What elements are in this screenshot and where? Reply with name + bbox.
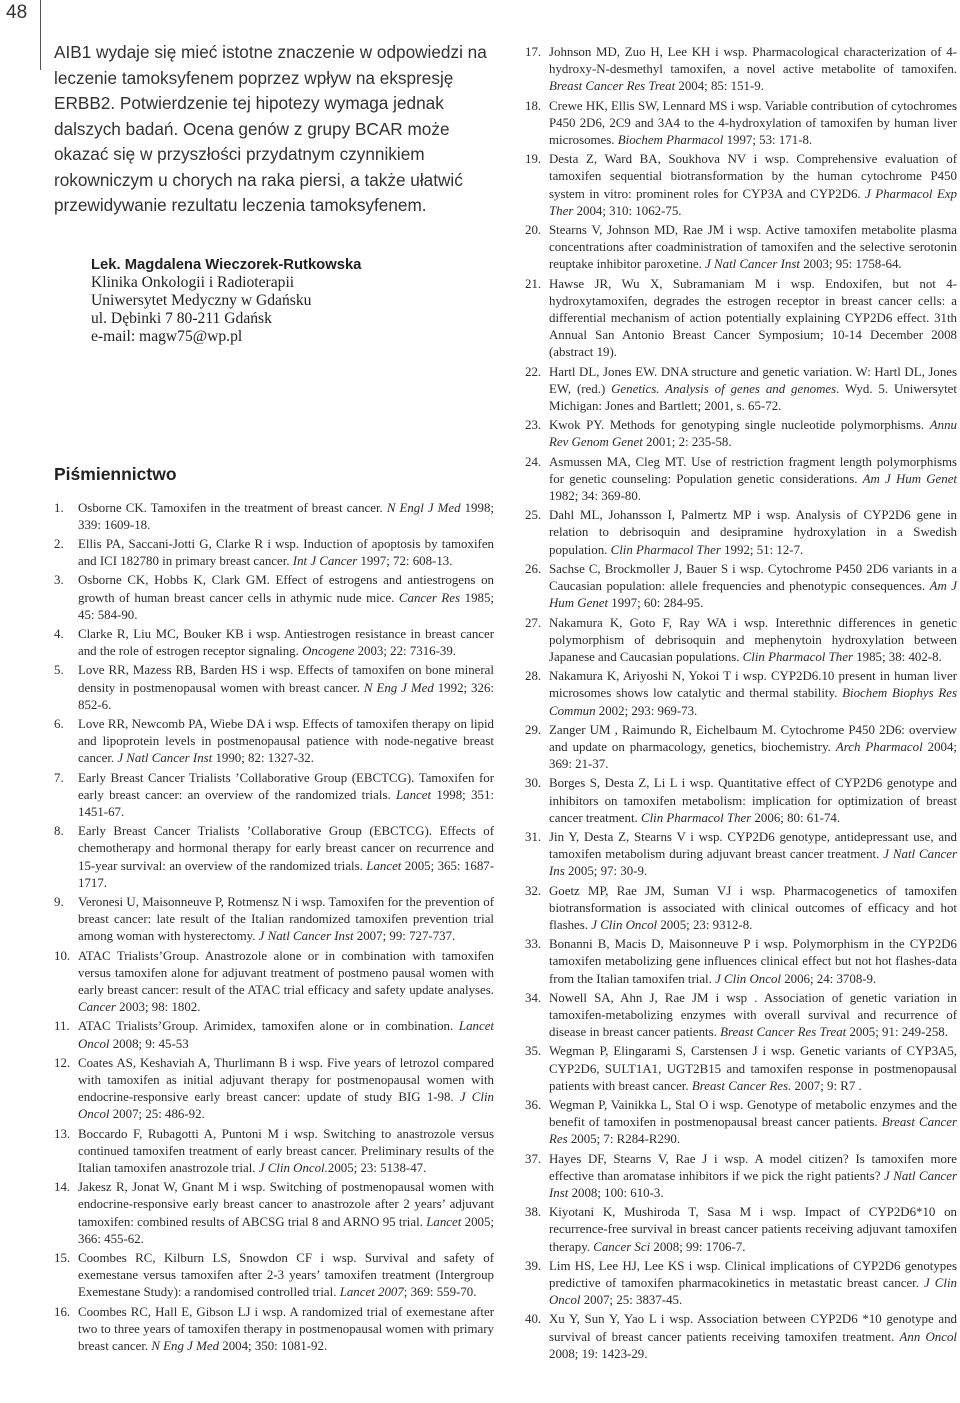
reference-details: 1990; 82: 1327-32. xyxy=(212,751,314,766)
reference-citation: Crewe HK, Ellis SW, Lennard MS i wsp. Variable contribution of cytochromes P450 2D6, 2C9 and 3A4 to the 4-hydroxylation of tamoxifen by human liver microsomes. xyxy=(549,98,957,148)
reference-text xyxy=(549,1043,957,1095)
reference-number: 16. xyxy=(54,1304,71,1319)
reference-details: 1998; 351: 1451-67. xyxy=(78,787,494,819)
reference-text xyxy=(78,1179,494,1248)
reference-citation: ATAC Trialists’Group. Anastrozole alone or in combination with tamoxifen versus tamoxifen alone for adjuvant treatment of postmeno pausal women with early breast cancer: result of the ATAC trial efficacy and safety update analyses. xyxy=(78,948,494,997)
reference-number: 19. xyxy=(525,152,542,167)
reference-number: 37. xyxy=(525,1151,542,1166)
reference-journal: Biochem Pharmacol xyxy=(617,133,724,148)
reference-citation: Sachse C, Brockmoller J, Bauer S i wsp. Cytochrome P450 2D6 variants in a Caucasian population: allele frequencies and phenotypic consequences. xyxy=(549,561,957,594)
reference-citation: Jakesz R, Jonat W, Gnant M i wsp. Switching of postmenopausal women with endocrine-responsive early breast cancer to anastrozole after 2 years’ adjuvant tamoxifen: combined results of ABCSG trial 8 and ARNO 95 trial. xyxy=(78,1180,494,1229)
reference-number: 15. xyxy=(54,1251,71,1266)
reference-details: 2003; 22: 7316-39. xyxy=(354,644,457,659)
intro-paragraph: AIB1 wydaje się mieć istotne znaczenie w odpowiedzi na leczenie tamoksyfenem poprzez wpływ na ekspresję ERBB2. Potwierdzenie tej hipotezy wymaga jednak dalszych badań. Ocena genów z grupy BCAR może okazać się w przyszłości przydatnym czynnikiem rokowniczym u chorych na raka piersi, a także ułatwić przewidywanie rezultatu leczenia tamoksyfenem. xyxy=(54,42,487,215)
reference-text xyxy=(549,507,957,559)
reference-journal: J Clin Oncol xyxy=(78,1090,495,1122)
reference-details: 1985; 45: 584-90. xyxy=(78,590,494,622)
reference-citation: Goetz MP, Rae JM, Suman VJ i wsp. Pharmacogenetics of tamoxifen biotransformation is associated with clinical outcomes of efficacy and hot flashes. xyxy=(549,883,957,932)
reference-item xyxy=(54,1179,494,1248)
references-list-right xyxy=(525,44,957,1363)
reference-details: 2005; 91: 249-258. xyxy=(846,1025,948,1040)
reference-item xyxy=(54,894,494,946)
reference-number: 13. xyxy=(54,1126,71,1141)
reference-item xyxy=(525,829,957,881)
references-heading: Piśmiennictwo xyxy=(54,463,177,484)
reference-item xyxy=(525,1311,957,1363)
reference-text xyxy=(78,572,494,624)
reference-citation: Osborne CK, Hobbs K, Clark GM. Effect of estrogens and antiestrogens on growth of human breast cancer cells in athymic nude mice. xyxy=(78,573,494,605)
reference-text xyxy=(549,151,957,220)
reference-item xyxy=(525,454,957,506)
reference-text xyxy=(78,823,494,892)
reference-item xyxy=(54,948,494,1017)
reference-citation: Clarke R, Liu MC, Bouker KB i wsp. Antiestrogen resistance in breast cancer and the role of estrogen receptor signaling. xyxy=(78,626,494,659)
reference-item xyxy=(525,990,957,1042)
reference-details: 2003; 95: 1758-64. xyxy=(799,257,902,272)
reference-item xyxy=(525,1043,957,1095)
reference-citation: Hawse JR, Wu X, Subramaniam M i wsp. Endoxifen, but not 4-hydroxytamoxifen, degrades the estrogen receptor in breast cancer cells: a differential mechanism of action potentially explaining CYP2D6 effect. 31th Annual San Antonio Breast Cancer Symposium; 10-14 December 2008 (abstract 19). xyxy=(549,276,957,360)
reference-citation: Osborne CK. Tamoxifen in the treatment of breast cancer. xyxy=(78,500,387,515)
reference-citation: Veronesi U, Maisonneuve P, Rotmensz N i wsp. Tamoxifen for the prevention of breast cancer: late result of the Italian randomized tamoxifen prevention trial among woman with hysterectomy. xyxy=(78,894,494,944)
reference-details: 2006; 24: 3708-9. xyxy=(780,971,877,986)
reference-item xyxy=(525,561,957,613)
reference-item xyxy=(54,572,494,624)
reference-citation: Xu Y, Sun Y, Yao L i wsp. Association between CYP2D6 *10 genotype and survival of breast cancer patients receiving tamoxifen treatment. xyxy=(549,1312,957,1344)
reference-number: 17. xyxy=(525,45,542,59)
reference-citation: Ellis PA, Saccani-Jotti G, Clarke R i wsp. Induction of apoptosis by tamoxifen and ICI 182780 in primary breast cancer. xyxy=(78,536,494,569)
author-clinic: Klinika Onkologii i Radioterapii xyxy=(91,273,295,291)
reference-number: 27. xyxy=(525,615,542,630)
reference-details: 2005; 23: 5138-47. xyxy=(327,1161,427,1176)
reference-details: 2007; 99: 727-737. xyxy=(353,929,456,944)
reference-citation: Early Breast Cancer Trialists ’Collaborative Group (EBCTCG). Tamoxifen for early breast cancer: an overview of the randomized trials. xyxy=(78,770,494,802)
reference-text xyxy=(549,883,957,935)
reference-details: 2002; 293: 969-73. xyxy=(595,703,698,718)
reference-item xyxy=(54,626,494,660)
reference-citation: Borges S, Desta Z, Li L i wsp. Quantitative effect of CYP2D6 genotype and inhibitors on tamoxifen metabolism: implication for optimization of breast cancer treatment. xyxy=(549,776,957,825)
right-column xyxy=(525,44,957,1365)
reference-citation: Wegman P, Vainikka L, Stal O i wsp. Genotype of metabolic enzymes and the benefit of tamoxifen in postmenopausal breast cancer patients. xyxy=(549,1097,957,1130)
reference-number: 32. xyxy=(525,883,542,898)
reference-item xyxy=(525,151,957,220)
reference-text xyxy=(549,364,957,416)
reference-details: 2007; 25: 3837-45. xyxy=(580,1293,683,1308)
reference-journal: Genetics. Analysis of genes and genomes xyxy=(611,381,837,396)
reference-text xyxy=(549,775,957,827)
reference-journal: Lancet Oncol xyxy=(78,1019,494,1051)
reference-number: 4. xyxy=(54,626,64,641)
reference-number: 22. xyxy=(525,364,542,379)
reference-journal: J Clin Oncol xyxy=(549,1276,957,1308)
reference-text xyxy=(549,990,957,1042)
reference-journal: J Natl Cancer Ins xyxy=(549,847,957,879)
reference-item xyxy=(525,417,957,451)
reference-citation: Desta Z, Ward BA, Soukhova NV i wsp. Comprehensive evaluation of tamoxifen sequential biotransformation by the human cytochrome P450 system in vitro: prominent roles for CYP3A and CYP2D6. xyxy=(549,152,957,201)
reference-item xyxy=(54,823,494,892)
reference-number: 26. xyxy=(525,561,542,576)
reference-number: 5. xyxy=(54,663,64,678)
reference-item xyxy=(54,770,494,822)
reference-journal: Lancet xyxy=(396,787,432,802)
reference-journal: Lancet 2007 xyxy=(339,1285,404,1300)
reference-item xyxy=(54,1018,494,1052)
reference-item xyxy=(54,662,494,714)
reference-item xyxy=(525,1151,957,1203)
reference-text xyxy=(549,454,957,506)
reference-item xyxy=(525,44,957,96)
reference-details: 2004; 350: 1081-92. xyxy=(219,1339,328,1354)
reference-citation: Wegman P, Elingarami S, Carstensen J i wsp. Genetic variants of CYP3A5, CYP2D6, SULT1A1, UGT2B15 and tamoxifen response in postmenopausal patients with breast cancer. xyxy=(549,1044,957,1093)
page-number-rule xyxy=(40,0,41,70)
reference-details: 1997; 72: 608-13. xyxy=(357,554,453,569)
reference-text xyxy=(549,222,957,274)
reference-journal: J Natl Cancer Inst xyxy=(549,1168,957,1200)
reference-number: 30. xyxy=(525,776,542,791)
reference-details: ; 369: 559-70. xyxy=(403,1285,477,1300)
reference-journal: J Pharmacol Exp Ther xyxy=(549,186,957,218)
reference-citation: Nowell SA, Ahn J, Rae JM i wsp . Association of genetic variation in tamoxifen-metabolizing enzymes with overall survival and recurrence of disease in breast cancer patients. xyxy=(549,990,957,1040)
reference-citation: Kwok PY. Methods for genotyping single nucleotide polymorphisms. xyxy=(549,418,930,433)
reference-details: 2007; 25: 486-92. xyxy=(109,1107,205,1122)
reference-citation: Hartl DL, Jones EW. DNA structure and genetic variation. W: Hartl DL, Jones EW, (red.) xyxy=(549,364,957,396)
reference-journal: J Clin Oncol xyxy=(591,917,658,932)
reference-details: 1982; 34: 369-80. xyxy=(549,489,642,504)
reference-text xyxy=(78,662,494,714)
reference-text xyxy=(549,276,957,362)
reference-number: 14. xyxy=(54,1180,71,1195)
reference-text xyxy=(549,98,957,150)
reference-journal: J Natl Cancer Inst xyxy=(117,751,213,766)
reference-journal: Annu Rev Genom Genet xyxy=(549,418,957,450)
reference-details: 2004; 85: 151-9. xyxy=(675,79,764,94)
reference-journal: Lancet xyxy=(366,858,402,873)
reference-number: 28. xyxy=(525,669,542,684)
reference-journal: Clin Pharmacol Ther xyxy=(610,542,721,557)
reference-journal: Breast Cancer Res Treat xyxy=(720,1025,847,1040)
reference-text xyxy=(549,561,957,613)
reference-number: 18. xyxy=(525,98,542,113)
reference-citation: Asmussen MA, Cleg MT. Use of restriction fragment length polymorphisms for genetic counseling: Population genetic considerations. xyxy=(549,454,957,486)
reference-journal: Biochem Biophys Res Commun xyxy=(549,686,958,718)
reference-citation: Boccardo F, Rubagotti A, Puntoni M i wsp. Switching to anastrozole versus continued tamoxifen treatment of early breast cancer. Preliminary results of the Italian tamoxifen anastrozole trial. xyxy=(78,1126,494,1176)
reference-number: 36. xyxy=(525,1097,542,1112)
reference-number: 1. xyxy=(54,500,64,515)
reference-item xyxy=(525,1097,957,1149)
reference-journal: Am J Hum Genet xyxy=(549,579,957,611)
reference-details: 2008; 99: 1706-7. xyxy=(650,1239,746,1254)
reference-number: 6. xyxy=(54,716,64,731)
reference-text xyxy=(549,1151,957,1203)
reference-item xyxy=(525,276,957,362)
reference-text xyxy=(549,44,957,96)
reference-item xyxy=(525,98,957,150)
references-list-left xyxy=(54,500,494,1356)
reference-text xyxy=(78,536,494,570)
reference-citation: ATAC Trialists’Group. Arimidex, tamoxifen alone or in combination. xyxy=(78,1019,459,1034)
reference-text xyxy=(78,716,494,768)
reference-text xyxy=(549,1258,957,1310)
reference-number: 8. xyxy=(54,824,64,839)
reference-details: 2008; 9: 45-53 xyxy=(109,1036,189,1051)
reference-text xyxy=(78,894,494,946)
reference-citation: Johnson MD, Zuo H, Lee KH i wsp. Pharmacological characterization of 4-hydroxy-N-desmethyl tamoxifen, a novel active metabolite of tamoxifen. xyxy=(549,45,957,77)
author-name: Lek. Magdalena Wieczorek-Rutkowska xyxy=(91,256,362,273)
reference-item xyxy=(525,507,957,559)
author-block xyxy=(91,256,494,346)
reference-details: 1992; 326: 852-6. xyxy=(78,680,494,712)
reference-citation: Coombes RC, Kilburn LS, Snowdon CF i wsp. Survival and safety of exemestane versus tamoxifen after 2-3 years’ tamoxifen treatment (Intergroup Exemestane Study): a randomised controlled trial. xyxy=(78,1251,494,1300)
reference-text xyxy=(549,417,957,451)
reference-journal: N Eng J Med xyxy=(151,1339,220,1354)
reference-item xyxy=(525,615,957,667)
reference-citation: Coombes RC, Hall E, Gibson LJ i wsp. A randomized trial of exemestane after two to three years of tamoxifen therapy in postmenopausal women with primary breast cancer. xyxy=(78,1304,494,1354)
reference-citation: Jin Y, Desta Z, Stearns V i wsp. CYP2D6 genotype, antidepressant use, and tamoxifen metabolism during adjuvant breast cancer treatment. xyxy=(549,829,957,862)
reference-text xyxy=(78,1018,494,1052)
reference-number: 2. xyxy=(54,536,64,551)
left-column xyxy=(54,40,494,1357)
reference-text xyxy=(78,770,494,822)
reference-item xyxy=(525,883,957,935)
reference-number: 40. xyxy=(525,1312,542,1327)
reference-number: 39. xyxy=(525,1258,542,1273)
reference-item xyxy=(54,536,494,570)
reference-number: 34. xyxy=(525,990,542,1005)
reference-journal: Cancer xyxy=(78,1000,116,1015)
reference-details: . Wyd. 5. Uniwersytet Michigan: Jones and Bartlett; 2001, s. 65-72. xyxy=(549,381,957,414)
reference-journal: Breast Cancer Res xyxy=(549,1115,957,1147)
reference-citation: Stearns V, Johnson MD, Rae JM i wsp. Active tamoxifen metabolite plasma concentrations after coadministration of tamoxifen and the selective serotonin reuptake inhibitor paroxetine. xyxy=(549,223,957,272)
reference-text xyxy=(549,722,957,774)
reference-journal: Ann Oncol xyxy=(899,1329,957,1344)
reference-details: 2008; 100: 610-3. xyxy=(568,1186,664,1200)
reference-number: 12. xyxy=(54,1055,71,1070)
author-street: ul. Dębinki 7 80-211 Gdańsk xyxy=(91,309,272,327)
author-email: e-mail: magw75@wp.pl xyxy=(91,327,243,345)
reference-journal: N Eng J Med xyxy=(363,680,434,695)
reference-text xyxy=(549,615,957,667)
reference-number: 7. xyxy=(54,770,64,785)
reference-text xyxy=(549,1097,957,1149)
reference-details: 1997; 60: 284-95. xyxy=(608,596,704,611)
reference-text xyxy=(78,1304,494,1356)
reference-citation: Coates AS, Keshaviah A, Thurlimann B i wsp. Five years of letrozol compared with tamoxifen as initial adjuvant therapy for postmenopausal women with endocrine-responsive early breast cancer: update of study BIG 1-98. xyxy=(78,1055,494,1105)
reference-item xyxy=(54,1304,494,1356)
reference-citation: Nakamura K, Goto F, Ray WA i wsp. Interethnic differences in genetic polymorphism of debrisoquin and mephenytoin hydroxylation between Japanese and Caucasian populations. xyxy=(549,615,957,664)
reference-details: 2005; 7: R284-R290. xyxy=(567,1132,681,1147)
reference-details: 2006; 80: 61-74. xyxy=(751,810,841,825)
reference-details: 2008; 19: 1423-29. xyxy=(549,1346,648,1361)
reference-number: 25. xyxy=(525,508,542,523)
reference-journal: J Natl Cancer Inst xyxy=(705,257,800,272)
reference-text xyxy=(78,626,494,660)
reference-details: 2005; 365: 1687-1717. xyxy=(78,858,495,890)
reference-journal: J Clin Oncol xyxy=(715,971,781,986)
reference-item xyxy=(54,1055,494,1124)
reference-citation: Love RR, Newcomb PA, Wiebe DA i wsp. Effects of tamoxifen therapy on lipid and lipoprotein levels in postmenopausal patience with node-negative breast cancer. xyxy=(78,716,494,766)
reference-journal: J Natl Cancer Inst xyxy=(258,929,354,944)
reference-journal: N Engl J Med xyxy=(386,500,461,515)
reference-journal: Am J Hum Genet xyxy=(862,471,958,486)
page-number: 48 xyxy=(6,2,28,23)
reference-citation: Nakamura K, Ariyoshi N, Yokoi T i wsp. CYP2D6.10 present in human liver microsomes shows low catalytic and thermal stability. xyxy=(549,669,957,701)
reference-journal: Clin Pharmacol Ther xyxy=(640,810,752,825)
reference-number: 23. xyxy=(525,418,542,433)
reference-journal: J Clin Oncol. xyxy=(258,1161,328,1176)
reference-number: 33. xyxy=(525,937,542,952)
reference-journal: Cancer Res xyxy=(398,590,461,605)
reference-details: 2005; 23: 9312-8. xyxy=(657,917,753,932)
reference-citation: Lim HS, Lee HJ, Lee KS i wsp. Clinical implications of CYP2D6 genotypes predictive of tamoxifen pharmacokinetics in metastatic breast cancer. xyxy=(549,1258,957,1291)
reference-number: 11. xyxy=(54,1019,70,1034)
reference-item xyxy=(525,222,957,274)
reference-item xyxy=(54,500,494,534)
reference-number: 31. xyxy=(525,829,542,844)
reference-item xyxy=(525,668,957,720)
reference-text xyxy=(78,1250,494,1302)
reference-details: 1992; 51: 12-7. xyxy=(720,542,804,557)
reference-journal: Int J Cancer xyxy=(292,554,358,569)
reference-citation: Bonanni B, Macis D, Maisonneuve P i wsp. Polymorphism in the CYP2D6 tamoxifen metabolizing gene influences clinical effect but not hot flashes-data from the Italian tamoxifen trial. xyxy=(549,937,957,986)
reference-text xyxy=(78,948,494,1017)
reference-number: 9. xyxy=(54,894,64,909)
reference-text xyxy=(549,668,957,720)
reference-details: 2001; 2: 235-58. xyxy=(642,435,732,450)
reference-number: 35. xyxy=(525,1044,542,1059)
reference-details: 2007; 9: R7 . xyxy=(791,1078,862,1093)
reference-item xyxy=(525,1258,957,1310)
reference-citation: Zanger UM , Raimundo R, Eichelbaum M. Cytochrome P450 2D6: overview and update on pharmacology, genetics, biochemistry. xyxy=(549,722,957,754)
reference-journal: Lancet xyxy=(426,1214,462,1229)
reference-journal: Oncogene xyxy=(302,644,355,659)
reference-number: 21. xyxy=(525,276,542,291)
reference-citation: Hayes DF, Stearns V, Rae J i wsp. A model citizen? Is tamoxifen more effective than aromatase inhibitors if we pick the right patients? xyxy=(549,1151,957,1183)
reference-details: 2005; 97: 30-9. xyxy=(564,864,648,879)
reference-citation: Kiyotani K, Mushiroda T, Sasa M i wsp. Impact of CYP2D6*10 on recurrence-free survival in breast cancer patients receiving adjuvant tamoxifen therapy. xyxy=(549,1205,957,1254)
reference-item xyxy=(525,364,957,416)
reference-number: 10. xyxy=(54,948,71,963)
reference-number: 38. xyxy=(525,1205,542,1220)
reference-number: 29. xyxy=(525,722,542,737)
reference-text xyxy=(78,1126,494,1178)
reference-item xyxy=(525,1204,957,1256)
reference-journal: Clin Pharmacol Ther xyxy=(742,649,853,664)
reference-text xyxy=(78,500,494,534)
reference-text xyxy=(549,829,957,881)
reference-journal: Breast Cancer Res Treat xyxy=(549,79,676,94)
reference-text xyxy=(78,1055,494,1124)
reference-citation: Dahl ML, Johansson I, Palmertz MP i wsp. Analysis of CYP2D6 gene in relation to debrisoquin and desipramine hydroxylation in a Swedish population. xyxy=(549,508,957,557)
reference-details: 1998; 339: 1609-18. xyxy=(78,500,494,532)
reference-text xyxy=(549,1204,957,1256)
reference-text xyxy=(549,936,957,988)
reference-journal: Breast Cancer Res. xyxy=(691,1078,792,1093)
reference-text xyxy=(549,1311,957,1363)
reference-citation: Love RR, Mazess RB, Barden HS i wsp. Effects of tamoxifen on bone mineral density in postmenopausal women with breast cancer. xyxy=(78,663,494,695)
reference-details: 1985; 38: 402-8. xyxy=(852,649,942,664)
reference-details: 2003; 98: 1802. xyxy=(115,1000,201,1015)
reference-citation: Early Breast Cancer Trialists ’Collaborative Group (EBCTCG). Effects of chemotherapy and hormonal therapy for early breast cancer on recurrence and 15-year survival: an overview of the randomized trials. xyxy=(78,824,494,873)
reference-item xyxy=(525,722,957,774)
reference-number: 3. xyxy=(54,573,64,588)
reference-details: 2004; 369: 21-37. xyxy=(549,739,958,772)
reference-journal: Arch Pharmacol xyxy=(835,739,923,754)
reference-item xyxy=(525,775,957,827)
reference-details: 1997; 53: 171-8. xyxy=(723,133,813,148)
reference-item xyxy=(54,1250,494,1302)
author-university: Uniwersytet Medyczny w Gdańsku xyxy=(91,291,312,309)
reference-item xyxy=(54,716,494,768)
reference-details: 2004; 310: 1062-75. xyxy=(573,203,682,218)
reference-number: 24. xyxy=(525,454,542,469)
reference-details: 2005; 366: 455-62. xyxy=(78,1214,494,1246)
reference-item xyxy=(525,936,957,988)
reference-journal: Cancer Sci xyxy=(593,1239,651,1254)
reference-item xyxy=(54,1126,494,1178)
reference-number: 20. xyxy=(525,223,542,238)
